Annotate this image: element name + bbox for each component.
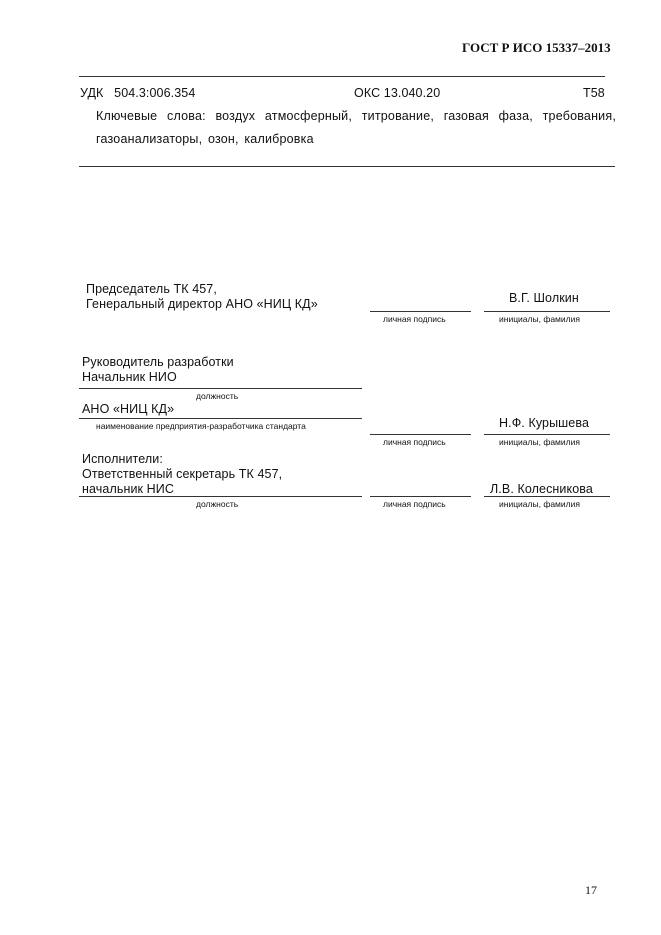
developer-name: Н.Ф. Курышева [499, 416, 590, 430]
chairman-title-line2: Генеральный директор АНО «НИЦ КД» [86, 297, 318, 311]
developer-position-line [79, 388, 362, 389]
developer-position-caption: должность [196, 391, 239, 401]
chairman-signature-caption: личная подпись [383, 314, 446, 324]
developer-organization-caption: наименование предприятия-разработчика стандарта [96, 421, 306, 431]
executor-name-line [484, 496, 610, 497]
executor-signature-line [370, 496, 471, 497]
executors-title-line1: Ответственный секретарь ТК 457, [82, 467, 283, 481]
developer-signature-caption: личная подпись [383, 437, 446, 447]
developer-name-caption: инициалы, фамилия [499, 437, 580, 447]
developer-name-line [484, 434, 610, 435]
bottom-rule [79, 166, 615, 167]
chairman-name: В.Г. Шолкин [509, 291, 579, 305]
top-rule [79, 76, 605, 77]
developer-title-line2: Начальник НИО [82, 370, 177, 384]
executor-name: Л.В. Колесникова [490, 482, 593, 496]
executor-position-caption: должность [196, 499, 239, 509]
chairman-name-line [484, 311, 610, 312]
udk-code: УДК 504.3:006.354 [80, 86, 196, 100]
chairman-signature-line [370, 311, 471, 312]
chairman-title-line1: Председатель ТК 457, [86, 282, 217, 296]
document-header: ГОСТ Р ИСО 15337–2013 [462, 40, 611, 55]
page-number: 17 [585, 883, 597, 897]
category-code: Т58 [583, 86, 605, 100]
developer-organization-line [79, 418, 362, 419]
executor-signature-caption: личная подпись [383, 499, 446, 509]
oks-code: ОКС 13.040.20 [354, 86, 441, 100]
developer-organization: АНО «НИЦ КД» [82, 402, 175, 416]
keywords: Ключевые слова: воздух атмосферный, титрование, газовая фаза, требования, газоанализаторы, озон, калибровка [96, 109, 616, 146]
executor-name-caption: инициалы, фамилия [499, 499, 580, 509]
chairman-name-caption: инициалы, фамилия [499, 314, 580, 324]
executors-title-line2: начальник НИС [82, 482, 175, 496]
executor-position-line [79, 496, 362, 497]
developer-signature-line [370, 434, 471, 435]
developer-title-line1: Руководитель разработки [82, 355, 234, 369]
executors-heading: Исполнители: [82, 452, 163, 466]
